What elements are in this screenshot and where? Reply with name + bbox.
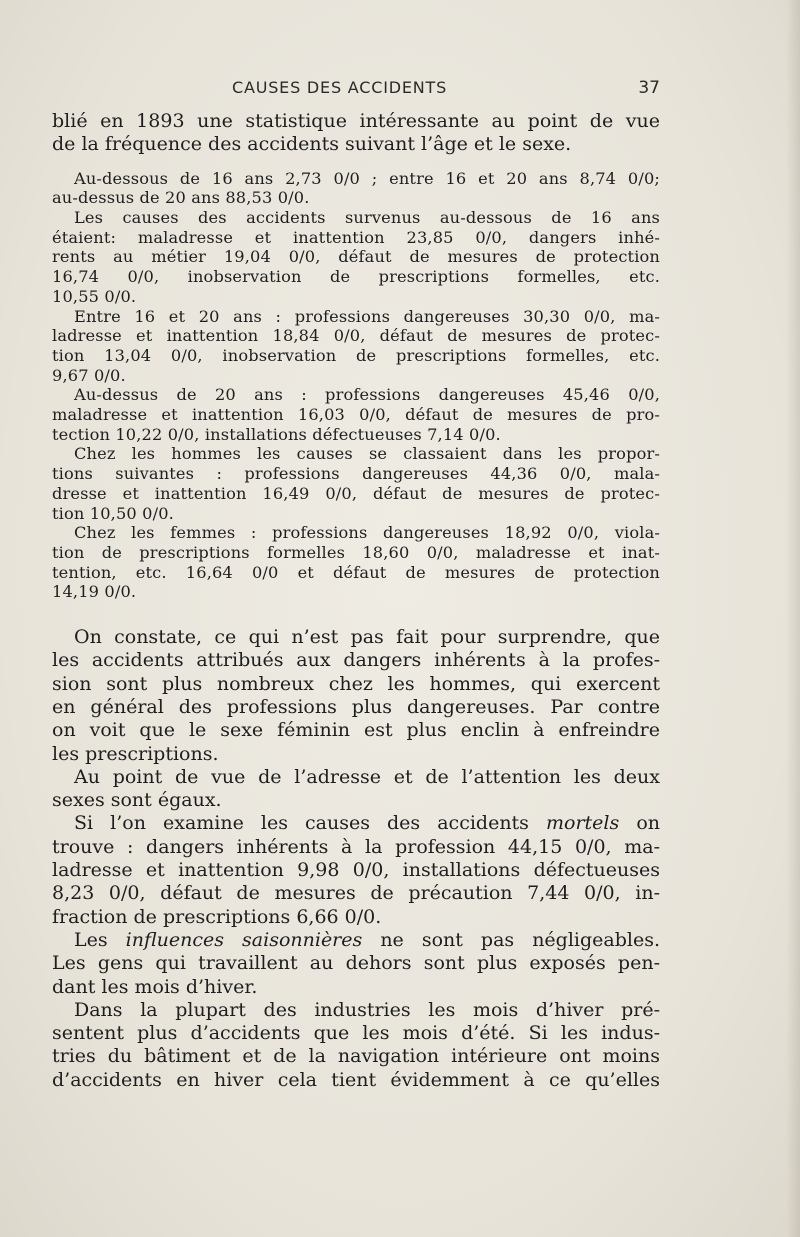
text-line: Les causes des accidents survenus au-dessous de 16 ans: [74, 208, 660, 227]
page-header: [52, 78, 660, 100]
text-line: fraction de prescriptions 6,66 0/0.: [52, 905, 382, 928]
text-line: tions suivantes : professions dangereuses 44,36 0/0, mala-: [52, 464, 660, 484]
intro-paragraph: [52, 110, 660, 157]
text-line: les accidents attribués aux dangers inhérents à la profes-: [52, 649, 660, 672]
text-line: Chez les hommes les causes se classaient dans les propor-: [74, 444, 660, 464]
text-fragment: Les: [74, 928, 108, 951]
text-line: 8,23 0/0, défaut de mesures de précaution 7,44 0/0, in-: [52, 882, 660, 905]
text-line: [52, 929, 660, 952]
text-line: Les gens qui travaillent au dehors sont plus exposés pen-: [52, 952, 660, 975]
text-line: Chez les femmes : professions dangereuses 18,92 0/0, viola-: [74, 523, 660, 543]
text-line: Entre 16 et 20 ans : professions dangereuses 30,30 0/0, ma-: [74, 306, 660, 326]
text-line: Au point de vue de l’adresse et de l’attention les deux: [74, 765, 660, 788]
text-line: Dans la plupart des industries les mois d’hiver pré-: [74, 998, 660, 1021]
text-line: tion de prescriptions formelles 18,60 0/0, maladresse et inat-: [52, 542, 660, 562]
text-line: maladresse et inattention 16,03 0/0, défaut de mesures de pro-: [52, 405, 660, 425]
text-line: [52, 812, 660, 835]
text-line: rents au métier 19,04 0/0, défaut de mesures de protection: [52, 247, 660, 267]
text-line: étaient: maladresse et inattention 23,85 0/0, dangers inhé-: [52, 227, 660, 247]
text-line: sentent plus d’accidents que les mois d’été. Si les indus-: [52, 1022, 660, 1045]
text-line: 16,74 0/0, inobservation de prescriptions formelles, etc.: [52, 267, 660, 287]
text-line: en général des professions plus dangereuses. Par contre: [52, 695, 660, 718]
emphasis-mortels: mortels: [546, 812, 620, 835]
text-line: On constate, ce qui n’est pas fait pour surprendre, que: [74, 626, 660, 649]
text-line: tion 13,04 0/0, inobservation de prescriptions formelles, etc.: [52, 345, 660, 365]
conclusion-paragraphs: [52, 626, 660, 1092]
text-line: ladresse et inattention 18,84 0/0, défaut de mesures de protec-: [52, 326, 660, 346]
emphasis-influences-saisonnieres: influences saisonnières: [125, 928, 363, 951]
text-line: 14,19 0/0.: [52, 582, 137, 602]
statistics-block: [52, 169, 660, 602]
text-line: 10,55 0/0.: [52, 286, 137, 306]
text-line: Au-dessus de 20 ans : professions dangereuses 45,46 0/0,: [74, 385, 660, 405]
text-line: de la fréquence des accidents suivant l’âge et le sexe.: [52, 133, 572, 156]
text-fragment: Si l’on examine les causes des accidents: [74, 812, 529, 835]
body-text: [52, 110, 660, 1092]
text-line: au-dessus de 20 ans 88,53 0/0.: [52, 188, 310, 208]
text-line: Au-dessous de 16 ans 2,73 0/0 ; entre 16 et 20 ans 8,74 0/0;: [74, 168, 660, 188]
text-line: ladresse et inattention 9,98 0/0, installations défectueuses: [52, 859, 660, 882]
text-line: dresse et inattention 16,49 0/0, défaut de mesures de protec-: [52, 483, 660, 503]
text-line: trouve : dangers inhérents à la profession 44,15 0/0, ma-: [52, 835, 660, 858]
text-line: sexes sont égaux.: [52, 789, 222, 812]
text-line: sion sont plus nombreux chez les hommes, qui exercent: [52, 672, 660, 695]
text-line: les prescriptions.: [52, 742, 219, 765]
text-line: tries du bâtiment et de la navigation intérieure ont moins: [52, 1045, 660, 1068]
text-line: blié en 1893 une statistique intéressante au point de vue: [52, 110, 660, 132]
text-line: d’accidents en hiver cela tient évidemment à ce qu’elles: [52, 1068, 660, 1091]
page-gutter-shadow: [786, 0, 800, 1237]
text-line: tention, etc. 16,64 0/0 et défaut de mesures de protection: [52, 562, 660, 582]
text-fragment: on: [636, 812, 660, 835]
text-line: tion 10,50 0/0.: [52, 503, 174, 523]
text-fragment: ne sont pas négligeables.: [380, 928, 660, 951]
text-line: tection 10,22 0/0, installations défectueuses 7,14 0/0.: [52, 424, 501, 444]
text-line: on voit que le sexe féminin est plus enclin à enfreindre: [52, 719, 660, 742]
text-line: dant les mois d’hiver.: [52, 975, 258, 998]
page-number: 37: [638, 78, 660, 98]
running-title: CAUSES DES ACCIDENTS: [232, 78, 448, 97]
text-line: 9,67 0/0.: [52, 365, 126, 385]
